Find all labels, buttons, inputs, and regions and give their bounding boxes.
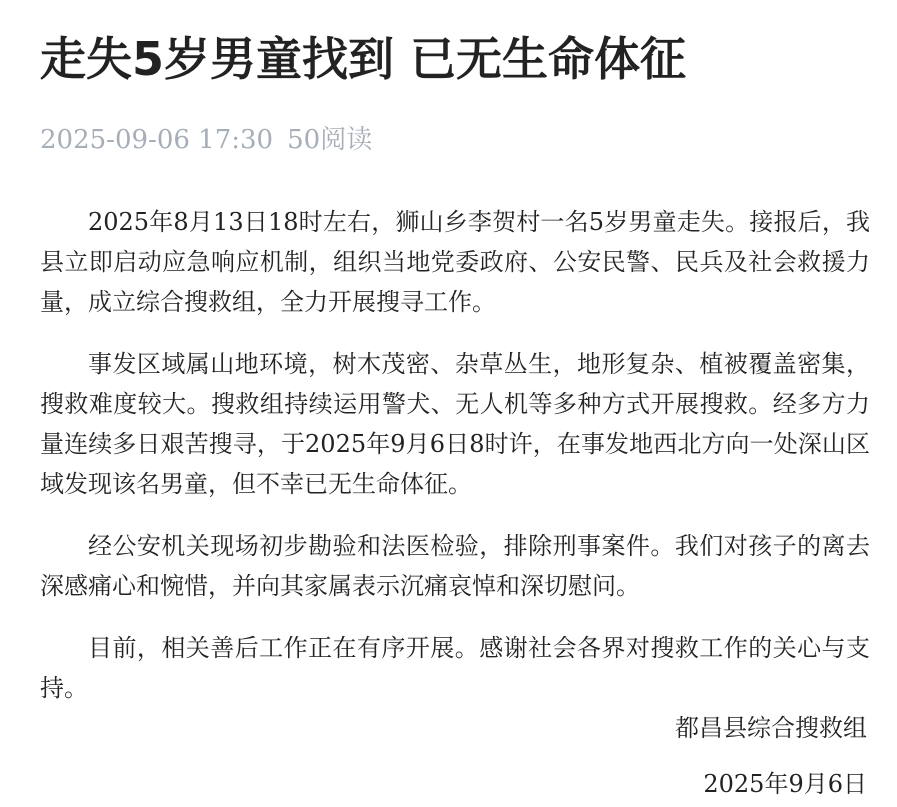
article-meta [40, 118, 372, 162]
article-paragraph: 事发区域属山地环境，树木茂密、杂草丛生，地形复杂、植被覆盖密集，搜救难度较大。搜救组持续运用警犬、无人机等多种方式开展搜救。经多方力量连续多日艰苦搜寻，于2025年9月6日8时许，在事发地西北方向一处深山区域发现该名男童，但不幸已无生命体征。 [40, 350, 870, 498]
article-body [40, 202, 870, 730]
article-paragraph: 2025年8月13日18时左右，狮山乡李贺村一名5岁男童走失。接报后，我县立即启动应急响应机制，组织当地党委政府、公安民警、民兵及社会救援力量，成立综合搜救组，全力开展搜寻工作。 [40, 208, 870, 316]
signature-date: 2025年9月6日 [703, 770, 867, 798]
article-paragraph: 经公安机关现场初步勘验和法医检验，排除刑事案件。我们对孩子的离去深感痛心和惋惜，并向其家属表示沉痛哀悼和深切慰问。 [40, 532, 870, 600]
article-title: 走失5岁男童找到 已无生命体征 [40, 32, 687, 86]
read-count: 50阅读 [287, 125, 373, 155]
article-signature: 都昌县综合搜救组 [675, 714, 867, 742]
publish-time: 2025-09-06 17:30 [40, 125, 274, 155]
article-paragraph: 目前，相关善后工作正在有序开展。感谢社会各界对搜救工作的关心与支持。 [40, 634, 870, 702]
